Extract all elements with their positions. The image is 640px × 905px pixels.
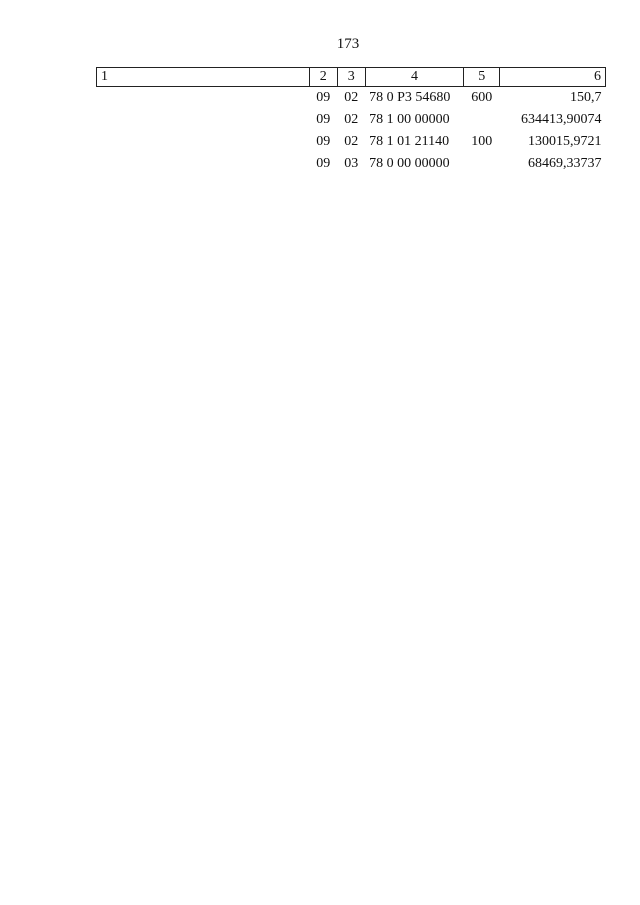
header-cell: 3 bbox=[337, 68, 365, 87]
table-row bbox=[97, 131, 606, 153]
cell-sec: 09 bbox=[316, 90, 331, 105]
header-cell: 1 bbox=[97, 68, 310, 87]
cell-amount: 634413,90074 bbox=[521, 112, 602, 127]
table-row bbox=[97, 87, 606, 110]
cell-type bbox=[464, 109, 500, 131]
header-cell: 4 bbox=[365, 68, 464, 87]
cell-sub: 03 bbox=[344, 156, 359, 171]
table-body bbox=[97, 87, 606, 176]
budget-table bbox=[96, 67, 606, 175]
cell-code: 78 0 Р3 54680 bbox=[369, 90, 451, 105]
cell-sec: 09 bbox=[316, 134, 331, 149]
cell-sub: 02 bbox=[344, 90, 359, 105]
cell-name bbox=[97, 153, 310, 175]
header-cell: 6 bbox=[500, 68, 606, 87]
cell-name bbox=[97, 131, 310, 153]
cell-sec: 09 bbox=[316, 112, 331, 127]
cell-type bbox=[464, 153, 500, 175]
cell-amount: 150,7 bbox=[570, 90, 602, 105]
cell-amount: 130015,9721 bbox=[528, 134, 602, 149]
header-cell: 2 bbox=[309, 68, 337, 87]
cell-type: 600 bbox=[471, 90, 493, 105]
cell-code: 78 1 01 21140 bbox=[369, 134, 450, 149]
cell-code: 78 0 00 00000 bbox=[369, 156, 450, 171]
cell-sub: 02 bbox=[344, 134, 359, 149]
cell-type: 100 bbox=[471, 134, 493, 149]
cell-sec: 09 bbox=[316, 156, 331, 171]
page-number: 173 bbox=[336, 36, 360, 52]
table-row bbox=[97, 153, 606, 175]
header-cell: 5 bbox=[464, 68, 500, 87]
cell-amount: 68469,33737 bbox=[528, 156, 602, 171]
cell-sub: 02 bbox=[344, 112, 359, 127]
cell-code: 78 1 00 00000 bbox=[369, 112, 450, 127]
header-row bbox=[97, 68, 606, 87]
cell-name bbox=[97, 87, 310, 110]
cell-name bbox=[97, 109, 310, 131]
table-row bbox=[97, 109, 606, 131]
